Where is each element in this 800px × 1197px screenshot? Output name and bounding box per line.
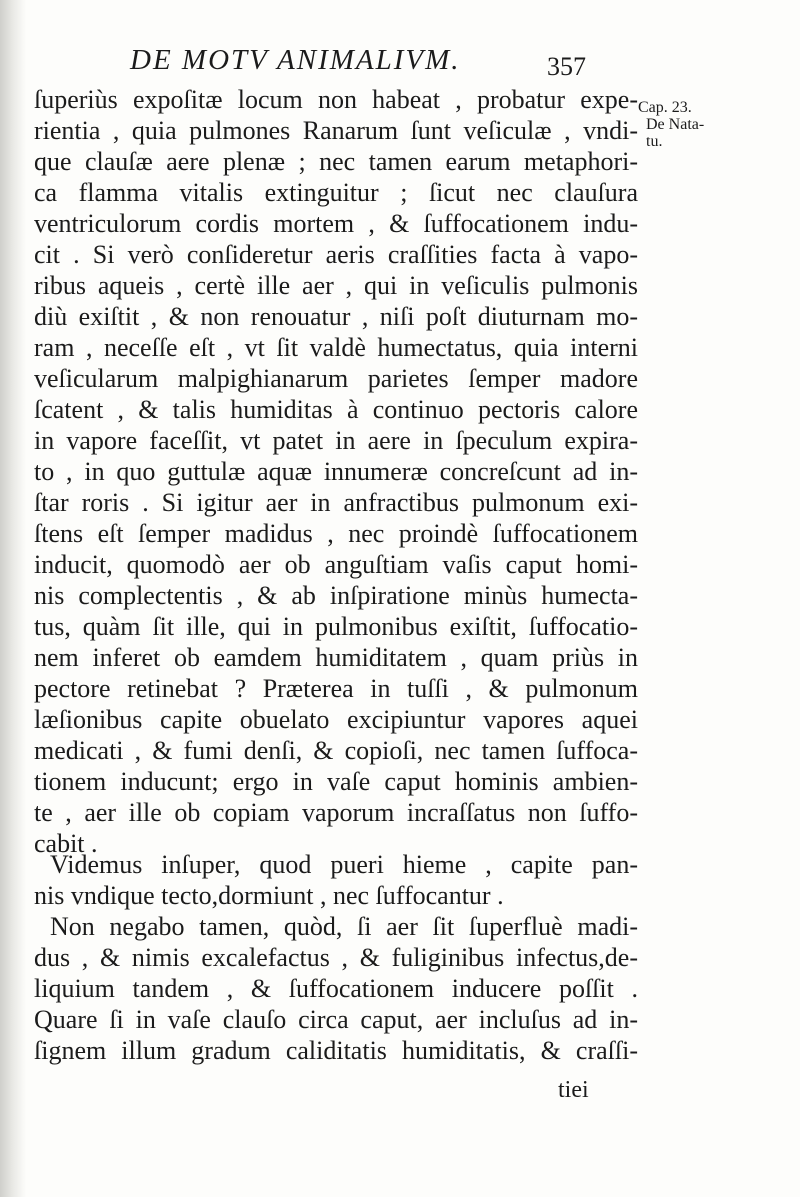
text-line: tionem inducunt; ergo in vaſe caput hominis ambien- [34, 767, 638, 796]
text-line: veſicularum malpighianarum parietes ſemper madore [34, 364, 638, 393]
text-line: ſcatent , & talis humiditas à continuo pectoris calore [34, 395, 638, 424]
text-line: ribus aqueis , certè ille aer , qui in veſiculis pulmonis [34, 271, 638, 300]
text-line: nem inferet ob eamdem humiditatem , quam priùs in [34, 643, 638, 672]
text-line: que clauſæ aere plenæ ; nec tamen earum metaphori- [34, 147, 638, 176]
text-line: Quare ſi in vaſe clauſo circa caput, aer incluſus ad in- [34, 1005, 638, 1034]
text-line: to , in quo guttulæ aquæ innumeræ concreſcunt ad in- [34, 457, 638, 486]
margin-note-line: De Nata- [646, 116, 705, 133]
text-line: ſignem illum gradum caliditatis humiditatis, & craſſi- [34, 1036, 638, 1065]
margin-note-line: tu. [646, 133, 663, 150]
text-line: diù exiſtit , & non renouatur , niſi poſt diuturnam mo- [34, 302, 638, 331]
text-line: liquium tandem , & ſuffocationem inducere poſſit . [34, 974, 638, 1003]
text-line: cabit . [34, 829, 98, 858]
text-line: ram , neceſſe eſt , vt ſit valdè humectatus, quia interni [34, 333, 638, 362]
text-line: ſtar roris . Si igitur aer in anfractibus pulmonum exi- [34, 488, 638, 517]
text-line: ventriculorum cordis mortem , & ſuffocationem indu- [34, 209, 638, 238]
text-line: Videmus inſuper, quod pueri hieme , capite pan- [50, 850, 638, 879]
page-gutter-shadow [0, 0, 26, 1197]
catchword: tiei [558, 1077, 589, 1103]
text-line: ca flamma vitalis extinguitur ; ſicut nec clauſura [34, 178, 638, 207]
text-line: Non negabo tamen, quòd, ſi aer ſit ſuperfluè madi- [50, 912, 638, 941]
text-line: pectore retinebat ? Præterea in tuſſi , & pulmonum [34, 674, 638, 703]
text-line: inducit, quomodò aer ob anguſtiam vaſis caput homi- [34, 550, 638, 579]
page-number: 357 [547, 52, 586, 81]
text-line: rientia , quia pulmones Ranarum ſunt veſiculæ , vndi- [34, 116, 638, 145]
text-line: medicati , & fumi denſi, & copioſi, nec tamen ſuffoca- [34, 736, 638, 765]
running-title: DE MOTV ANIMALIVM. [130, 44, 461, 76]
text-line: dus , & nimis excalefactus , & fuliginibus infectus,de- [34, 943, 638, 972]
text-line: nis complectentis , & ab inſpiratione minùs humecta- [34, 581, 638, 610]
text-line: nis vndique tecto,dormiunt , nec ſuffocantur . [34, 881, 504, 910]
text-line: in vapore faceſſit, vt patet in aere in ſpeculum expira- [34, 426, 638, 455]
text-line: tus, quàm ſit ille, qui in pulmonibus exiſtit, ſuffocatio- [34, 612, 638, 641]
text-line: ſuperiùs expoſitæ locum non habeat , probatur expe- [34, 85, 638, 114]
text-line: te , aer ille ob copiam vaporum incraſſatus non ſuffo- [34, 798, 638, 827]
text-line: læſionibus capite obuelato excipiuntur vapores aquei [34, 705, 638, 734]
margin-note-line: Cap. 23. [638, 99, 692, 116]
text-line: ſtens eſt ſemper madidus , nec proindè ſuffocationem [34, 519, 638, 548]
margin-note [638, 99, 748, 150]
text-line: cit . Si verò conſideretur aeris craſſities facta à vapo- [34, 240, 638, 269]
